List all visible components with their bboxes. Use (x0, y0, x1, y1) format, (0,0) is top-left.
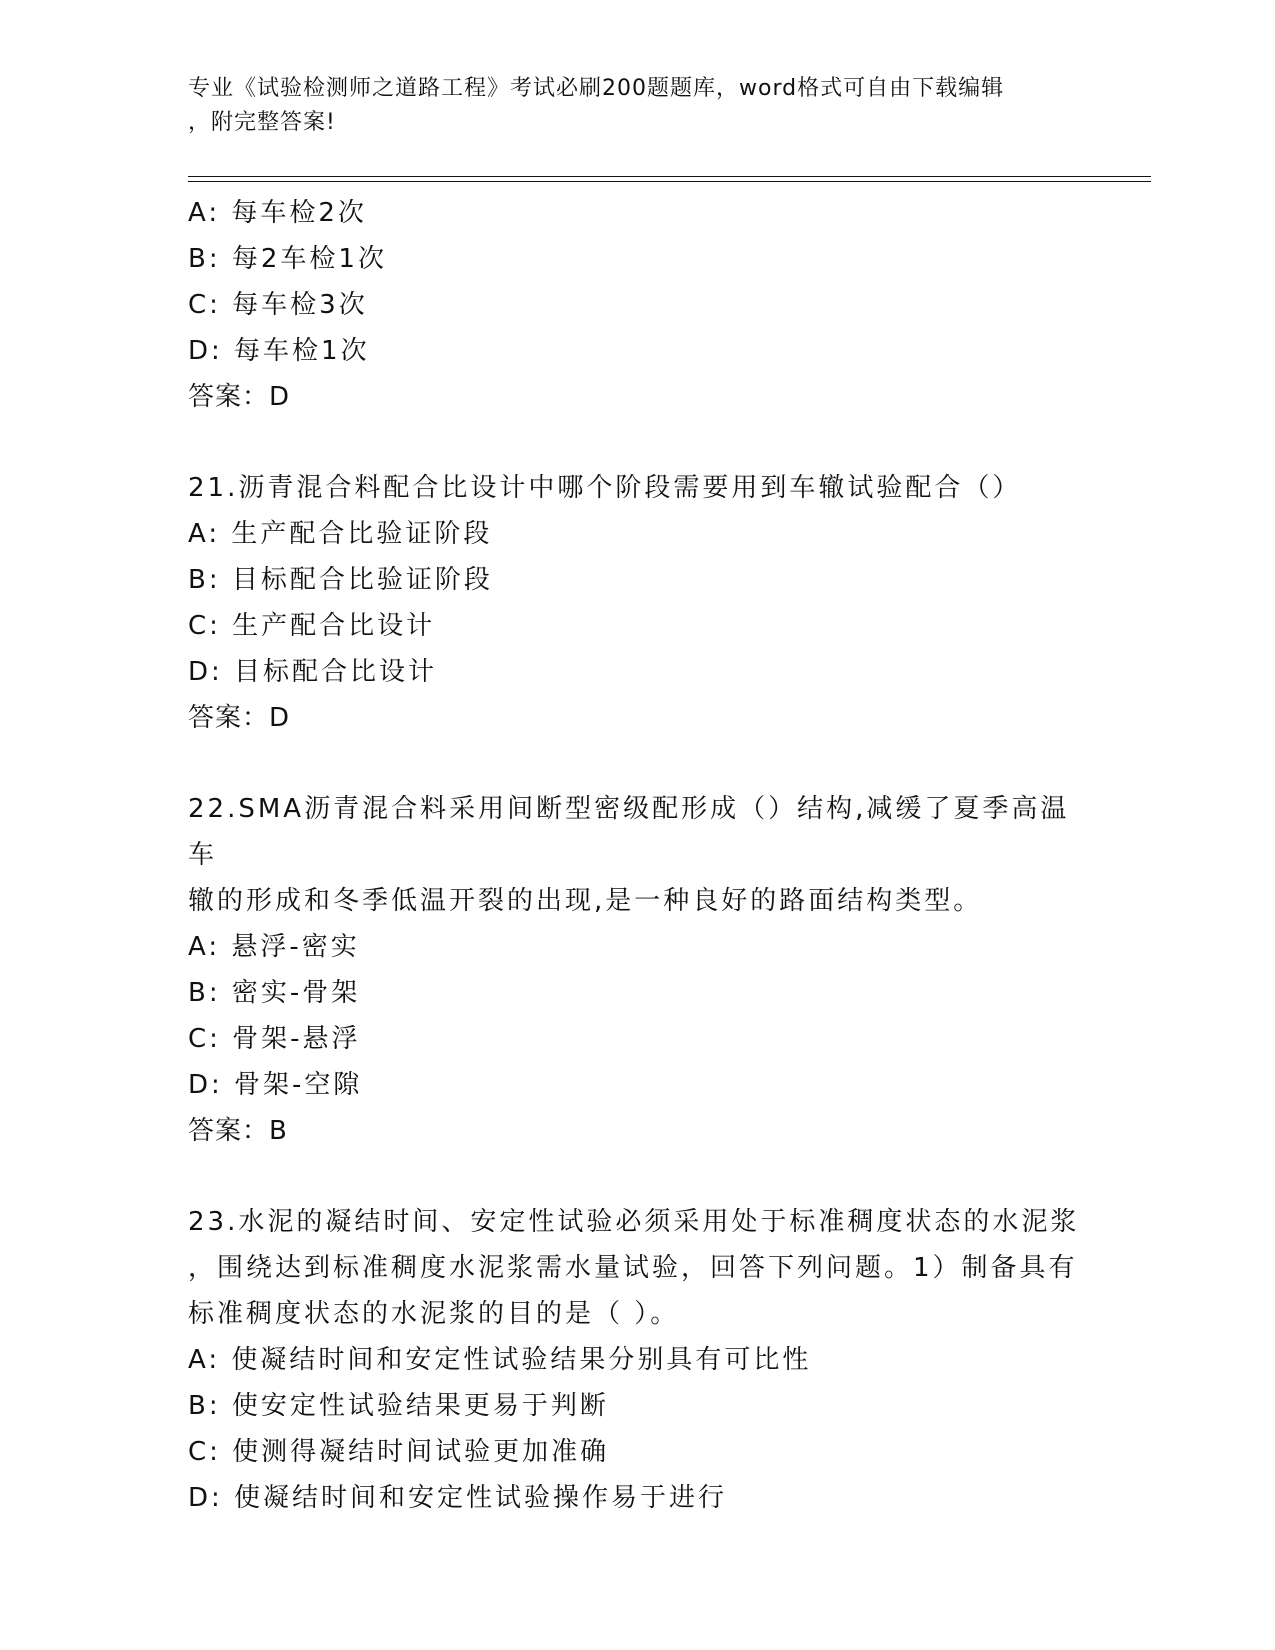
question-text: 23.水泥的凝结时间、安定性试验必须采用处于标准稠度状态的水泥浆 (188, 1207, 1080, 1237)
header-title-line2: ，附完整答案! (188, 110, 336, 135)
option-c: C: 使测得凝结时间试验更加准确 (188, 1437, 610, 1467)
option-b: B: 目标配合比验证阶段 (188, 565, 493, 595)
question-21 (188, 465, 1088, 741)
document-header (188, 72, 1088, 140)
question-text: 21.沥青混合料配合比设计中哪个阶段需要用到车辙试验配合（） (188, 473, 1022, 503)
question-23 (188, 1199, 1088, 1521)
question-text: 辙的形成和冬季低温开裂的出现,是一种良好的路面结构类型。 (188, 886, 983, 916)
question-text: 22.SMA沥青混合料采用间断型密级配形成（）结构,减缓了夏季高温车 (188, 794, 1070, 870)
question-20-options (188, 190, 1088, 420)
answer: 答案：D (188, 382, 291, 412)
option-b: B: 密实-骨架 (188, 978, 361, 1008)
header-divider-bottom (188, 181, 1151, 182)
option-d: D: 目标配合比设计 (188, 657, 438, 687)
option-c: C: 生产配合比设计 (188, 611, 436, 641)
option-b: B: 使安定性试验结果更易于判断 (188, 1391, 609, 1421)
option-a: A: 悬浮-密实 (188, 932, 360, 962)
header-divider-top (188, 176, 1151, 177)
header-title-line1: 专业《试验检测师之道路工程》考试必刷200题题库，word格式可自由下载编辑 (188, 76, 1005, 101)
document-body (188, 190, 1088, 1521)
option-c: C: 每车检3次 (188, 290, 368, 320)
question-text: ，围绕达到标准稠度水泥浆需水量试验，回答下列问题。1）制备具有 (188, 1253, 1078, 1283)
option-c: C: 骨架-悬浮 (188, 1024, 361, 1054)
option-d: D: 使凝结时间和安定性试验操作易于进行 (188, 1483, 728, 1513)
option-a: A: 使凝结时间和安定性试验结果分别具有可比性 (188, 1345, 812, 1375)
answer: 答案：D (188, 703, 291, 733)
question-text: 标准稠度状态的水泥浆的目的是（ ）。 (188, 1299, 680, 1329)
option-b: B: 每2车检1次 (188, 244, 387, 274)
option-a: A: 生产配合比验证阶段 (188, 519, 493, 549)
option-d: D: 骨架-空隙 (188, 1070, 363, 1100)
option-a: A: 每车检2次 (188, 198, 367, 228)
answer: 答案：B (188, 1116, 288, 1146)
option-d: D: 每车检1次 (188, 336, 370, 366)
question-22 (188, 786, 1088, 1154)
